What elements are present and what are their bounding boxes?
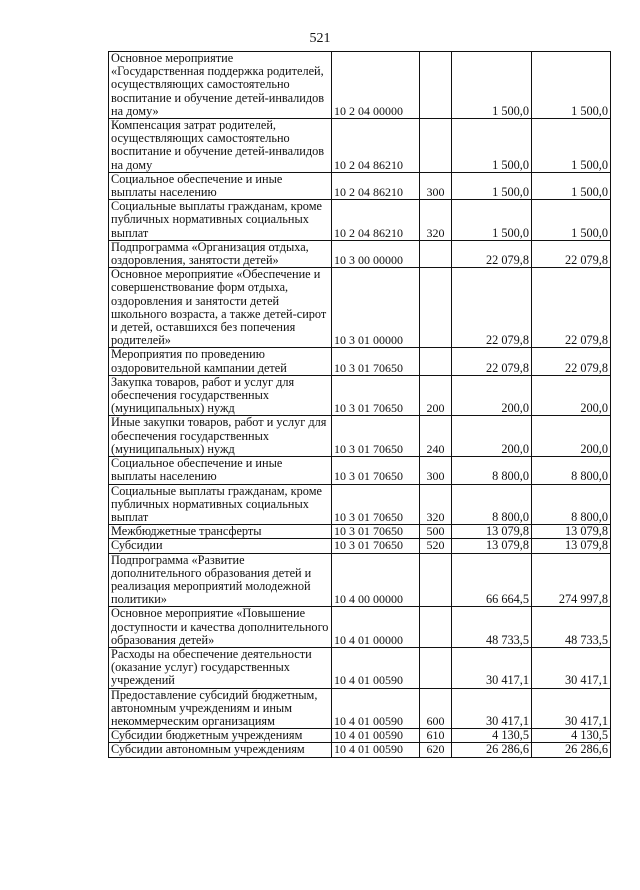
table-row (109, 200, 611, 241)
row-vr-cell: 610 (420, 729, 452, 743)
row-sum-2025-cell: 13 079,8 (532, 525, 611, 539)
row-sum-2024-cell: 1 500,0 (452, 200, 532, 241)
table-row (109, 268, 611, 348)
row-code-cell: 10 3 01 70650 (332, 457, 420, 484)
row-code-cell: 10 3 01 70650 (332, 348, 420, 375)
row-name-cell: Основное мероприятие «Государственная поддержка родителей, осуществляющих самостоятельно воспитание и обучение детей-инвалидов на дому» (109, 52, 332, 119)
table-row (109, 348, 611, 375)
row-sum-2025-cell: 13 079,8 (532, 539, 611, 553)
row-code-cell: 10 2 04 00000 (332, 52, 420, 119)
row-code-cell: 10 4 01 00590 (332, 647, 420, 688)
row-sum-2024-cell: 1 500,0 (452, 119, 532, 173)
table-row (109, 553, 611, 607)
row-code-cell: 10 3 01 70650 (332, 525, 420, 539)
row-code-cell: 10 3 00 00000 (332, 240, 420, 267)
row-code-cell: 10 4 01 00590 (332, 729, 420, 743)
row-vr-cell: 520 (420, 539, 452, 553)
row-code-cell: 10 2 04 86210 (332, 200, 420, 241)
row-sum-2024-cell: 22 079,8 (452, 240, 532, 267)
row-code-cell: 10 3 01 70650 (332, 484, 420, 525)
row-vr-cell (420, 553, 452, 607)
row-sum-2025-cell: 4 130,5 (532, 729, 611, 743)
table-row (109, 647, 611, 688)
row-sum-2024-cell: 200,0 (452, 416, 532, 457)
table-row (109, 729, 611, 743)
row-sum-2025-cell: 8 800,0 (532, 457, 611, 484)
row-name-cell: Иные закупки товаров, работ и услуг для обеспечения государственных (муниципальных) нужд (109, 416, 332, 457)
row-name-cell: Основное мероприятие «Повышение доступности и качества дополнительного образования детей» (109, 607, 332, 648)
row-sum-2024-cell: 13 079,8 (452, 539, 532, 553)
row-sum-2024-cell: 22 079,8 (452, 268, 532, 348)
table-row (109, 484, 611, 525)
row-name-cell: Социальные выплаты гражданам, кроме публичных нормативных социальных выплат (109, 200, 332, 241)
table-row (109, 416, 611, 457)
row-sum-2025-cell: 30 417,1 (532, 647, 611, 688)
row-vr-cell: 240 (420, 416, 452, 457)
row-sum-2024-cell: 30 417,1 (452, 688, 532, 729)
row-sum-2024-cell: 8 800,0 (452, 484, 532, 525)
table-row (109, 119, 611, 173)
row-vr-cell (420, 647, 452, 688)
row-code-cell: 10 3 01 70650 (332, 375, 420, 416)
row-name-cell: Расходы на обеспечение деятельности (оказание услуг) государственных учреждений (109, 647, 332, 688)
row-code-cell: 10 4 00 00000 (332, 553, 420, 607)
row-sum-2024-cell: 26 286,6 (452, 743, 532, 757)
table-row (109, 607, 611, 648)
budget-table-body (109, 52, 611, 758)
row-name-cell: Компенсация затрат родителей, осуществляющих самостоятельно воспитание и обучение детей-инвалидов на дому (109, 119, 332, 173)
budget-table (108, 51, 611, 758)
row-sum-2024-cell: 30 417,1 (452, 647, 532, 688)
row-code-cell: 10 4 01 00590 (332, 688, 420, 729)
row-vr-cell: 300 (420, 172, 452, 199)
row-sum-2025-cell: 22 079,8 (532, 348, 611, 375)
row-sum-2025-cell: 8 800,0 (532, 484, 611, 525)
row-code-cell: 10 4 01 00590 (332, 743, 420, 757)
row-sum-2024-cell: 66 664,5 (452, 553, 532, 607)
row-name-cell: Субсидии (109, 539, 332, 553)
row-sum-2024-cell: 1 500,0 (452, 172, 532, 199)
row-code-cell: 10 2 04 86210 (332, 172, 420, 199)
table-row (109, 539, 611, 553)
row-sum-2025-cell: 22 079,8 (532, 268, 611, 348)
row-sum-2025-cell: 200,0 (532, 375, 611, 416)
row-name-cell: Межбюджетные трансферты (109, 525, 332, 539)
row-sum-2024-cell: 8 800,0 (452, 457, 532, 484)
row-vr-cell (420, 240, 452, 267)
row-name-cell: Основное мероприятие «Обеспечение и совершенствование форм отдыха, оздоровления и занятости детей школьного возраста, а также детей-сирот и детей, оставшихся без попечения родителей» (109, 268, 332, 348)
row-name-cell: Закупка товаров, работ и услуг для обеспечения государственных (муниципальных) нужд (109, 375, 332, 416)
table-row (109, 743, 611, 757)
row-sum-2025-cell: 26 286,6 (532, 743, 611, 757)
row-vr-cell: 320 (420, 484, 452, 525)
row-sum-2025-cell: 1 500,0 (532, 119, 611, 173)
row-sum-2024-cell: 4 130,5 (452, 729, 532, 743)
row-vr-cell: 300 (420, 457, 452, 484)
row-name-cell: Социальное обеспечение и иные выплаты населению (109, 457, 332, 484)
row-sum-2025-cell: 22 079,8 (532, 240, 611, 267)
row-vr-cell: 500 (420, 525, 452, 539)
row-sum-2024-cell: 13 079,8 (452, 525, 532, 539)
row-sum-2025-cell: 1 500,0 (532, 200, 611, 241)
row-name-cell: Социальные выплаты гражданам, кроме публичных нормативных социальных выплат (109, 484, 332, 525)
row-sum-2024-cell: 1 500,0 (452, 52, 532, 119)
row-name-cell: Субсидии автономным учреждениям (109, 743, 332, 757)
row-vr-cell: 200 (420, 375, 452, 416)
row-sum-2025-cell: 48 733,5 (532, 607, 611, 648)
row-name-cell: Подпрограмма «Развитие дополнительного образования детей и реализация мероприятий молодежной политики» (109, 553, 332, 607)
table-row (109, 240, 611, 267)
row-code-cell: 10 3 01 70650 (332, 416, 420, 457)
row-code-cell: 10 3 01 00000 (332, 268, 420, 348)
table-row (109, 172, 611, 199)
row-sum-2024-cell: 22 079,8 (452, 348, 532, 375)
table-row (109, 375, 611, 416)
row-code-cell: 10 2 04 86210 (332, 119, 420, 173)
row-sum-2024-cell: 48 733,5 (452, 607, 532, 648)
row-sum-2025-cell: 1 500,0 (532, 172, 611, 199)
table-row (109, 457, 611, 484)
row-vr-cell (420, 268, 452, 348)
row-name-cell: Подпрограмма «Организация отдыха, оздоровления, занятости детей» (109, 240, 332, 267)
row-sum-2024-cell: 200,0 (452, 375, 532, 416)
row-vr-cell: 600 (420, 688, 452, 729)
page-number: 521 (309, 31, 331, 46)
row-vr-cell: 620 (420, 743, 452, 757)
row-name-cell: Социальное обеспечение и иные выплаты населению (109, 172, 332, 199)
row-sum-2025-cell: 30 417,1 (532, 688, 611, 729)
row-vr-cell (420, 607, 452, 648)
row-name-cell: Субсидии бюджетным учреждениям (109, 729, 332, 743)
row-name-cell: Предоставление субсидий бюджетным, автономным учреждениям и иным некоммерческим организациям (109, 688, 332, 729)
row-sum-2025-cell: 200,0 (532, 416, 611, 457)
row-vr-cell (420, 52, 452, 119)
row-name-cell: Мероприятия по проведению оздоровительной кампании детей (109, 348, 332, 375)
row-code-cell: 10 3 01 70650 (332, 539, 420, 553)
table-row (109, 525, 611, 539)
row-vr-cell (420, 119, 452, 173)
row-vr-cell (420, 348, 452, 375)
table-row (109, 688, 611, 729)
row-code-cell: 10 4 01 00000 (332, 607, 420, 648)
row-vr-cell: 320 (420, 200, 452, 241)
table-row (109, 52, 611, 119)
row-sum-2025-cell: 1 500,0 (532, 52, 611, 119)
row-sum-2025-cell: 274 997,8 (532, 553, 611, 607)
